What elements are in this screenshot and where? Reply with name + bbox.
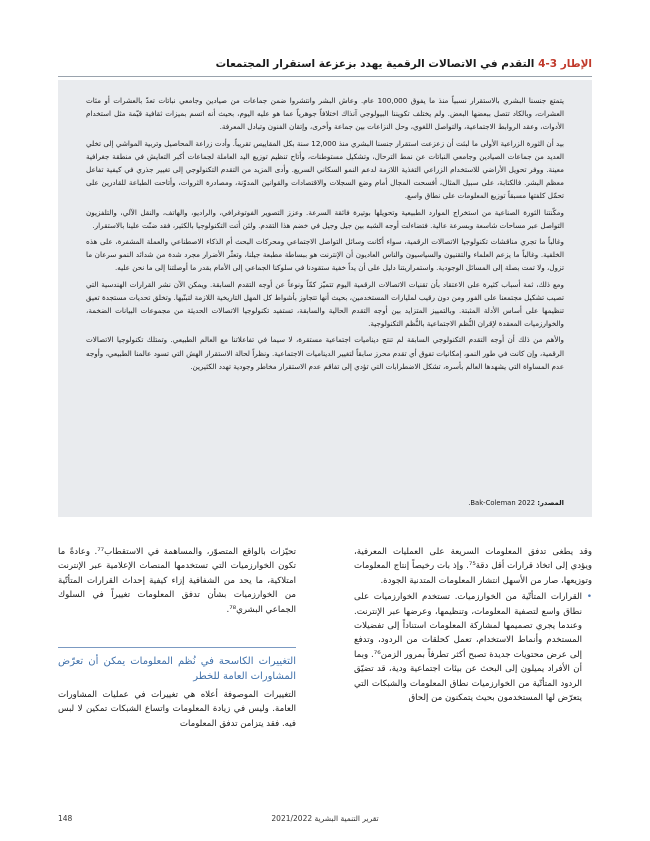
body-paragraph: التغييرات الموصوفة أعلاه هي تغييرات في عمليات المشاورات العامة. وليس في زيادة المعلومات واتساع الشبكات تمكين لا لبس فيه. فقد يتزامن تدفق المعلومات [58, 690, 296, 729]
body-column-left [58, 545, 296, 733]
source-label: المصدر: [537, 499, 564, 507]
section-subheading: التغييرات الكاسحة في نُظم المعلومات يمكن أن تعرّض المشاورات العامة للخطر [58, 647, 296, 684]
source-text: Bak-Coleman 2022. [468, 499, 538, 507]
box-title-text: التقدم في الاتصالات الرقمية يهدد بزعزعة استقرار المجتمعات [215, 58, 539, 70]
box-paragraph: وغالباً ما تجري مناقشات تكنولوجيا الاتصالات الرقمية، سواء أكانت وسائل التواصل الاجتماعي ومحركات البحث أم الذكاء الاصطناعي والعملة المشفرة، على هذه الخلفية. وغالباً ما يزعم العلماء والتقنيون والسياسيون والناس العاديون أن الإنترنت هو ببساطة مطبعة جيلنا، وتعثّر الأضرار مجرد شدة من شدائد النمو سرعان ما تزول، ولا تمت بصلة إلى المسائل الوجودية. واستمراريتنا دليل على أن يداً خفية ستقودنا في سلوكنا الجماعي إلى الأمام بقدر ما أوصلتنا إلى ما نحن عليه. [86, 237, 564, 273]
box-paragraph: والأهم من ذلك أن أوجه التقدم التكنولوجي السابقة لم تنتج ديناميات اجتماعية مستقرة، لا سيما في تفاعلاتنا مع العالم الطبيعي. وتمتلك تكنولوجيا الاتصالات الرقمية، وإن كانت في طور النمو، إمكانيات تفوق أي تقدم محرز سابقاً لتغيير الديناميات الاجتماعية. ونظراً لحالة الاستقرار الهش التي تسود عالمنا الطبيعي، وأوجه عدم المساواة التي يشهدها العالم بأسره، تشكل الاضطرابات التي تؤدي إلى تفاقم عدم الاستقرار مخاطر وجودية تهدد الكثيرين. [86, 335, 564, 371]
box-paragraph: ومع ذلك، ثمة أسباب كثيرة على الاعتقاد بأن تقنيات الاتصالات الرقمية اليوم تتميّز كمّاً ونوعاً عن أوجه التقدم السابقة. ويمكن الآن نشر القرارات الهندسية التي تصيب تشكيل مجتمعنا على الفور ومن دون رقيب لمليارات المستخدمين، بحيث أنها تتجاوز بأشواط كل المهل التاريخية اللازمة لتبنّيها. وتخلق تحديات مستجدة تعيق تنظيمها على أساس الأدلة المثبتة. وبالتمييز المتزايد بين أوجه التقدم الحالية والسابقة، تستفيد تكنولوجيا الاتصالات الحديثة من مجموعات البيانات الضخمة، والخوارزميات المعقدة لإقران النُّظم الاجتماعية بالنُّظم التكنولوجية. [86, 279, 564, 329]
box-paragraph: ومكّنتنا الثورة الصناعية من استخراج الموارد الطبيعية وتحويلها بوتيرة فائقة السرعة. وعزز التصوير الفوتوغرافي، والراديو، والهاتف، والنقل الآلي، والتلفزيون التواصل عبر مساحات شاسعة وبسرعة عالية. فتضاءلت أوجه الشبه بين جيل وجيل في خضم هذا التقدم. ولئن أتت التكنولوجيا بالكثير، فقد ضنّت علينا بالاستقرار. [86, 207, 564, 230]
body-column-right [354, 545, 592, 707]
body-paragraph: القرارات المتأتّية من الخوارزميات. تستخدم الخوارزميات على نطاق واسع لتصفية المعلومات، وتنظيمها، وعرضها عبر الإنترنت. وعندما يجري تصميمها لمشاركة المعلومات استناداً إلى تفضيلات المستخدم وأنماط الاستخدام، تعمل كحلقات من الردود، وتدفع إلى عرض محتويات جديدة تصبح أكثر تطرفاً بمرور الزمن⁷⁶. وبما أن الأفراد يميلون إلى البحث عن بيئات اجتماعية ودية، قد تضيّق الردود المتأتّية من الخوارزميات نطاق المعلومات والشبكات التي يتعرّض لها المستخدمون بحيث يتمكنون من إلحاق [354, 592, 583, 704]
body-paragraph: وقد يطغى تدفق المعلومات السريعة على العمليات المعرفية، ويؤدي إلى اتخاذ قرارات أقل دقة⁷⁵. وإذ بات رخيصاً إنتاج المعلومات وتوزيعها، صار من الأسهل انتشار المعلومات المتدنية الجودة. [354, 547, 592, 586]
bullet-icon: • [586, 592, 592, 603]
bullet-item [354, 590, 592, 705]
body-paragraph: تحيّزات بالواقع المتصوّر، والمساهمة في الاستقطاب⁷⁷. وعادةً ما تكون الخوارزميات التي تستخدمها المنصات الإعلامية عبر الإنترنت امتلاكية، ما يحد من الشفافية إزاء كيفية إحداث القرارات المتأتّية من الخوارزميات بشأن تدفق المعلومات تغييراً في السلوك الجماعي البشري⁷⁸. [58, 547, 296, 615]
title-divider [58, 76, 592, 77]
box-source [468, 499, 564, 507]
info-box [58, 80, 592, 517]
box-tag: الإطار 3-4 [538, 58, 592, 70]
box-paragraph: يتمتع جنسنا البشري بالاستقرار نسبياً منذ ما يفوق 100,000 عام. وعاش البشر وانتشروا ضمن جماعات من صيادين وجامعي نباتات تعدّ بالعشرات أو مئات العشرات، وبالكاد تتصل ببعضها البعض. ولم يختلف تكويننا البيولوجي آنذاك اختلافاً جوهرياً عما هو عليه اليوم، بحيث أنه اتسم بميزات ثقافية قيّمة مثل استخدام الأدوات، وعقد الروابط الاجتماعية، والتواصل اللغوي، وحل النزاعات بين جماعة وأخرى، وإتقان الفنون وتبادل المعرفة. [86, 96, 564, 132]
box-paragraph: بيد أن الثورة الزراعية الأولى ما لبثت أن زعزعت استقرار جنسنا البشري منذ 12,000 سنة بكل المقاييس تقريباً. وأدت زراعة المحاصيل وتربية المواشي إلى تخلي العديد من جماعات الصيادين وجامعي النباتات عن نمط الترحال، وتشكيل مستوطنات، وأتاح تنظيم توزيع اليد العاملة لجماعات أكبر التعايش في منطقة جغرافية معينة. ووفر تحويل الأراضي للاستخدام الزراعي التغذية اللازمة لدعم النمو السكاني السريع. وأدى المزيد من التقدم التكنولوجي إلى تغيير جذري في كيفية تفاعل معظم البشر. فالكتابة، على سبيل المثال، أفسحت المجال أمام وضع السجلات والاقتصادات والقوانين المدوّنة، ومصادرة الثروات، وأتاحت الطباعة للقادرين على تحمّل كلفتها مسبقاً توزيع المعلومات على نطاق واسع. [86, 138, 565, 201]
box-title [58, 58, 592, 70]
footer-report-name: تقرير التنمية البشرية 2021/2022 [271, 814, 379, 823]
footer-page-number: 148 [58, 814, 73, 823]
